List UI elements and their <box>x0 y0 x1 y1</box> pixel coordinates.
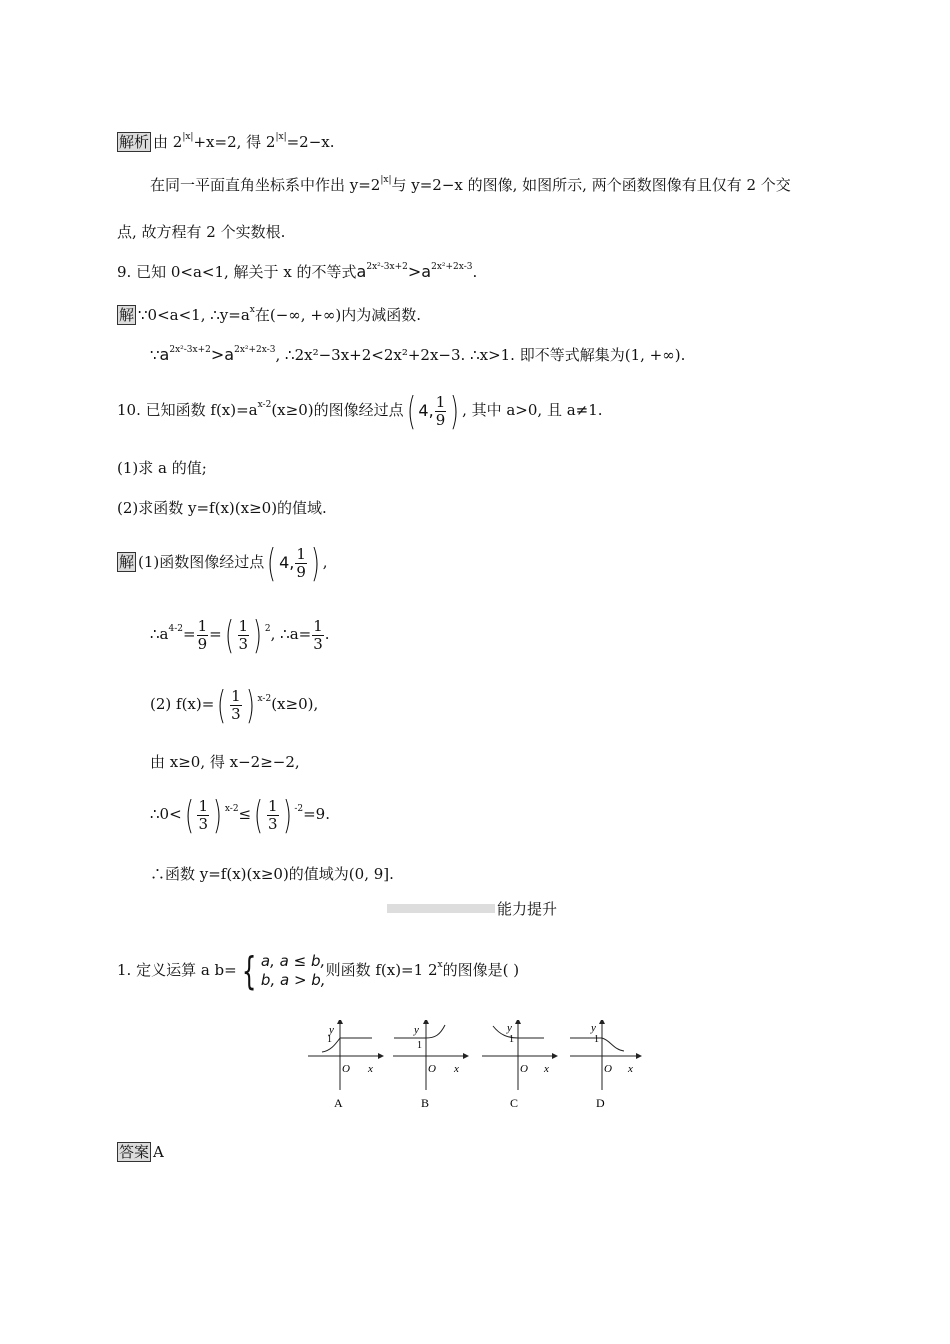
piecewise-cases: a, a ≤ b, b, a > b, <box>260 952 326 989</box>
x-axis-label: x <box>628 1063 633 1075</box>
q10-solution-2: $\therefore a^{4-2}=$ $\frac{1}{9}$ = ( $\frac{1}{3}$ ) $^2$, ∴a= $\frac{1}{3}$ . <box>150 613 330 657</box>
question-1: 1. 定义运算 a b= { a, a ≤ b, b, a > b, 则函数 f(x)=1 2$^x$的图像是( ) <box>117 949 520 993</box>
q9-solution-2: $\because a^{2x^2-3x+2}>a^{2x^2+2x-3}$, ∴2x²−3x+2<2x²+2x−3. ∴x>1. 即不等式解集为(1, +∞). <box>150 345 686 364</box>
section-title: 能力提升 <box>497 900 558 918</box>
solution-tag-2: 解 <box>119 553 135 571</box>
section-bar <box>387 904 495 913</box>
q10-solution-4: 由 x≥0, 得 x−2≥−2, <box>150 753 300 771</box>
solution-tag: 解 <box>119 306 135 324</box>
q9-solution-1: 解 ∵0<a<1, $\therefore y=a^x$在(−∞, +∞)内为减函数. <box>119 305 422 324</box>
y-axis-label: y <box>507 1022 512 1034</box>
figure-a <box>308 1020 384 1110</box>
y-axis-label: y <box>591 1022 596 1034</box>
option-c-label: C <box>510 1096 519 1110</box>
analysis-tag: 解析 <box>119 133 150 151</box>
q10-part-1: (1)求 a 的值; <box>117 459 207 477</box>
option-b-label: B <box>421 1096 430 1110</box>
analysis-line-3: 点, 故方程有 2 个实数根. <box>117 223 286 241</box>
option-figures <box>300 1020 650 1115</box>
x-axis-label: x <box>454 1063 459 1075</box>
x-axis-label: x <box>368 1063 373 1075</box>
question-9: 9. 已知 0<a<1, 解关于 x 的不等式$a^{2x^2-3x+2}>a^{2x^2+2x-3}$. <box>117 262 478 281</box>
origin-label: O <box>428 1063 436 1075</box>
y-axis-label: y <box>414 1024 419 1036</box>
q10-solution-6: ∴函数 y=f(x)(x≥0)的值域为(0, 9]. <box>150 865 394 883</box>
figure-b <box>393 1020 469 1110</box>
one-label: 1 <box>417 1040 422 1051</box>
answer-value: A <box>153 1143 164 1161</box>
q10-solution-1: 解 (1)函数图像经过点 ( 4, $\frac{1}{9}$ ) , <box>119 541 328 585</box>
one-label: 1 <box>594 1034 599 1045</box>
q10-solution-5: ∴0< ( $\frac{1}{3}$ ) $^{x-2}$≤ ( $\frac{1}{3}$ ) $^{-2}$=9. <box>150 793 330 837</box>
question-10: 10. 已知函数 $f(x)=a^{x-2}(x\ge 0)$的图像经过点 ( 4, $\frac{1}{9}$ ) , 其中 a>0, 且 a≠1. <box>117 389 603 433</box>
one-label: 1 <box>327 1034 332 1045</box>
origin-label: O <box>604 1063 612 1075</box>
origin-label: O <box>342 1063 350 1075</box>
figure-c <box>482 1020 558 1110</box>
point-4-1-9: ( 4, $\frac{1}{9}$ ) <box>406 389 460 433</box>
option-d-label: D <box>596 1096 605 1110</box>
analysis-line-2: 在同一平面直角坐标系中作出 $y=2^{|x|}$与 y=2−x 的图像, 如图所示, 两个函数图像有且仅有 2 个交 <box>150 175 791 194</box>
answer-line <box>117 1142 164 1162</box>
option-a-label: A <box>334 1096 343 1110</box>
q10-solution-3: (2) f(x)= ( $\frac{1}{3}$ ) $^{x-2}$(x≥0), <box>150 683 319 727</box>
analysis-line-1: 解析 由 $2^{|x|}+x=2$, 得 $2^{|x|}=2-x$. <box>119 132 335 151</box>
one-label: 1 <box>509 1034 514 1045</box>
figure-d <box>570 1020 642 1110</box>
answer-tag: 答案 <box>119 1143 150 1161</box>
y-axis-label: y <box>329 1024 334 1036</box>
origin-label: O <box>520 1063 528 1075</box>
q10-part-2: (2)求函数 y=f(x)(x≥0)的值域. <box>117 499 327 517</box>
x-axis-label: x <box>544 1063 549 1075</box>
